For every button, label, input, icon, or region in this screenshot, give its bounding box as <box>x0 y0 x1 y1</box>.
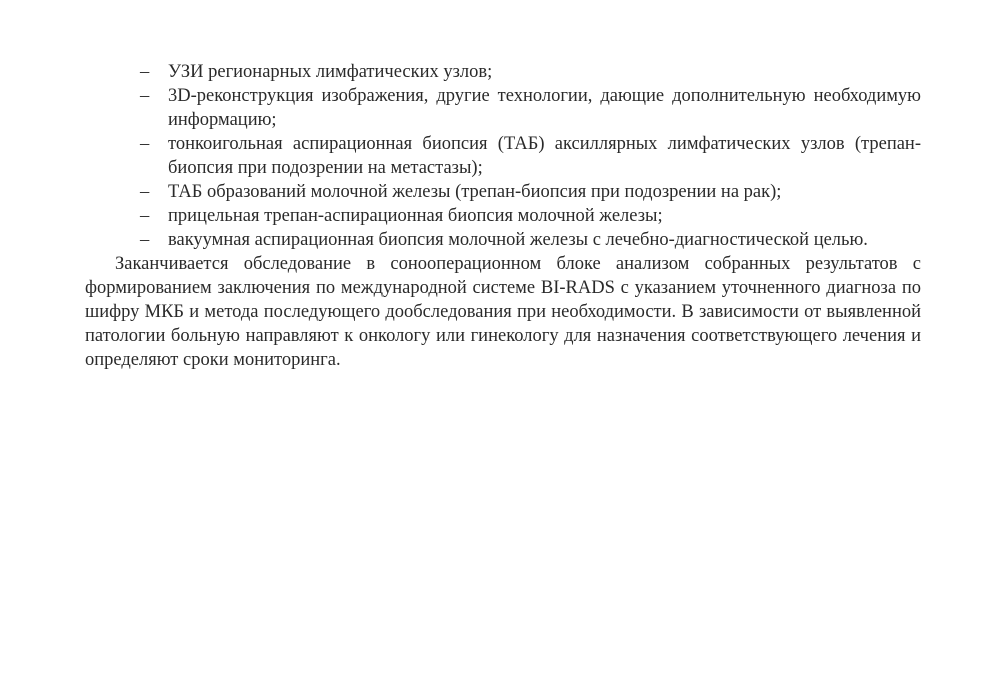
list-item <box>85 228 921 252</box>
list-item-text: вакуумная аспирационная биопсия молочной железы с лечебно-диагностической целью. <box>168 230 868 250</box>
body-paragraph: Заканчивается обследование в сонооперационном блоке анализом собранных результатов с формированием заключения по международной системе BI-RADS с указанием уточненного диагноза по шифру МКБ и метода последующего дообследования при необходимости. В зависимости от выявленной патологии больную направляют к онкологу или гинекологу для назначения соответствующего лечения и определяют сроки мониторинга. <box>85 254 921 370</box>
bullet-list <box>85 60 921 252</box>
list-dash: – <box>140 206 150 226</box>
list-item-text: прицельная трепан-аспирационная биопсия молочной железы; <box>168 206 663 226</box>
list-item <box>85 180 921 204</box>
list-item-text: УЗИ регионарных лимфатических узлов; <box>168 62 493 82</box>
list-item <box>85 84 921 132</box>
list-dash: – <box>140 182 150 202</box>
list-dash: – <box>140 86 150 106</box>
list-item-text: 3D-реконструкция изображения, другие технологии, дающие дополнительную необходимую информацию; <box>168 86 921 130</box>
list-item-text: тонкоигольная аспирационная биопсия (ТАБ) аксиллярных лимфатических узлов (трепан-биопсия при подозрении на метастазы); <box>168 134 921 178</box>
list-dash: – <box>140 62 150 82</box>
list-item-text: ТАБ образований молочной железы (трепан-биопсия при подозрении на рак); <box>168 182 782 202</box>
list-item <box>85 132 921 180</box>
list-dash: – <box>140 134 150 154</box>
list-item <box>85 60 921 84</box>
list-dash: – <box>140 230 150 250</box>
document-page <box>85 60 921 372</box>
list-item <box>85 204 921 228</box>
